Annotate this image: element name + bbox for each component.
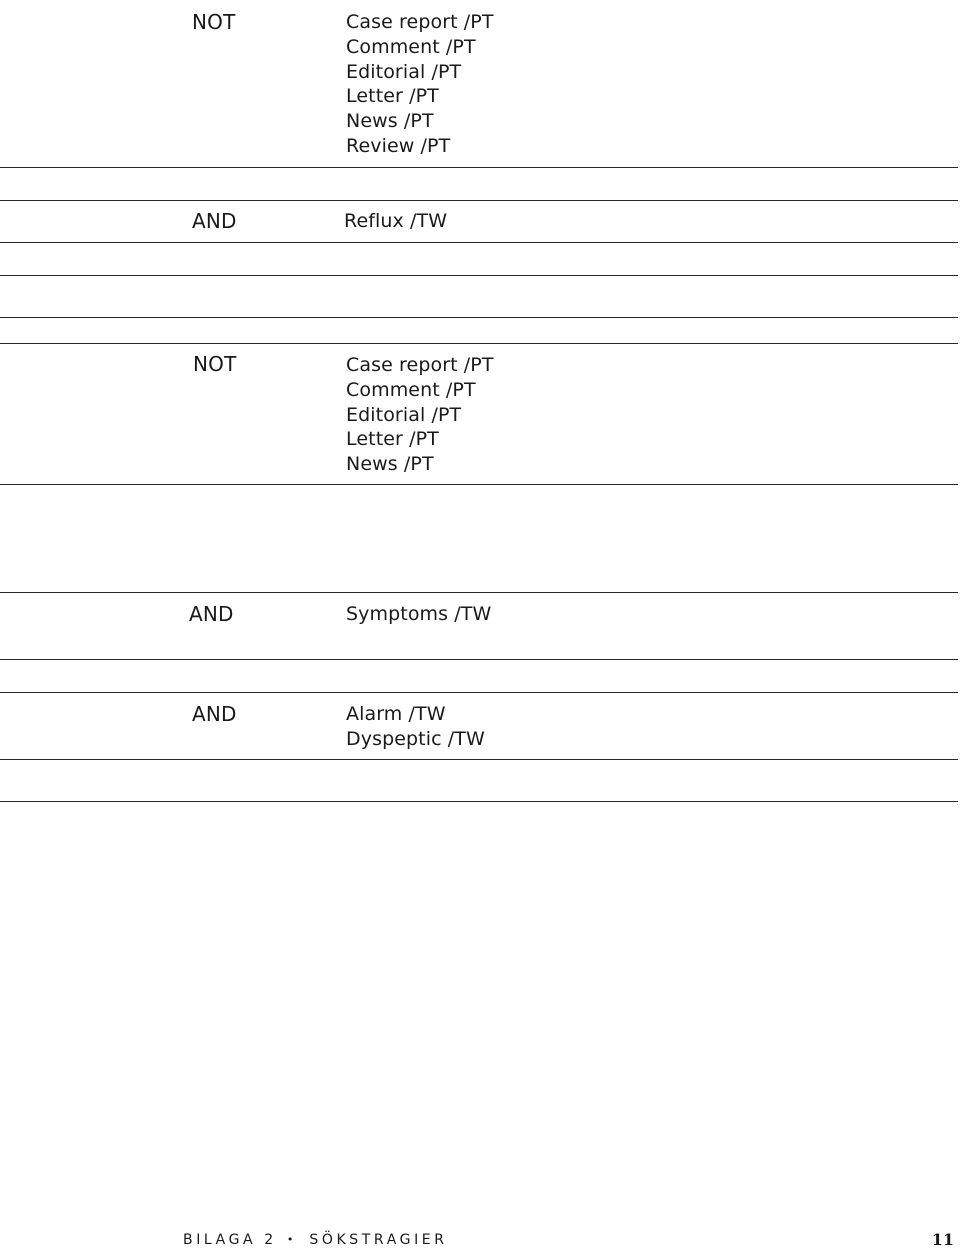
- rule: [0, 659, 958, 660]
- search-term: Case report /PT: [346, 11, 494, 33]
- operator-label: AND: [192, 209, 237, 233]
- search-term: Editorial /PT: [346, 60, 462, 83]
- search-term: Letter /PT: [346, 428, 439, 451]
- search-terms: [346, 702, 485, 752]
- rule: [0, 343, 958, 344]
- search-term: Alarm /TW: [346, 703, 446, 725]
- search-terms: [346, 602, 491, 627]
- search-term: Comment /PT: [346, 35, 476, 58]
- operator-label: AND: [189, 602, 234, 626]
- search-term: News /PT: [346, 110, 434, 133]
- rule: [0, 692, 958, 693]
- footer-section-label: SÖKSTRAGIER: [309, 1232, 448, 1248]
- rule: [0, 801, 958, 802]
- search-terms: [344, 209, 447, 234]
- rule: [0, 759, 958, 760]
- rule: [0, 200, 958, 201]
- search-term: Case report /PT: [346, 354, 494, 376]
- page-footer: [183, 1231, 448, 1249]
- search-term: Review /PT: [346, 134, 451, 157]
- footer-appendix-label: BILAGA 2: [183, 1232, 277, 1248]
- bullet-separator: •: [286, 1233, 294, 1246]
- rule: [0, 275, 958, 276]
- page-number: 11: [931, 1230, 954, 1249]
- operator-label: AND: [192, 702, 237, 726]
- search-term: Symptoms /TW: [346, 603, 492, 625]
- search-term: Comment /PT: [346, 378, 476, 401]
- search-term: Letter /PT: [346, 85, 439, 108]
- rule: [0, 592, 958, 593]
- rule: [0, 484, 958, 485]
- search-term: Editorial /PT: [346, 403, 462, 426]
- search-terms: [346, 353, 494, 477]
- search-term: Dyspeptic /TW: [346, 727, 485, 750]
- search-term: News /PT: [346, 453, 434, 476]
- operator-label: NOT: [192, 10, 236, 34]
- search-terms: [346, 10, 494, 159]
- rule: [0, 317, 958, 318]
- rule: [0, 167, 958, 168]
- search-term: Reflux /TW: [344, 210, 448, 232]
- operator-label: NOT: [193, 352, 237, 376]
- rule: [0, 242, 958, 243]
